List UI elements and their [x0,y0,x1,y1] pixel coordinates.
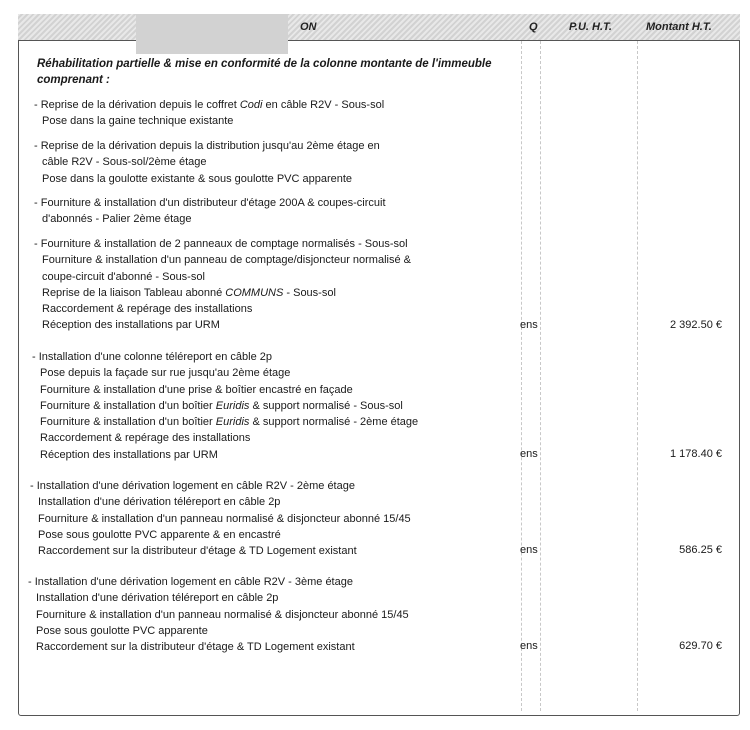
item-italic-text: Euridis [215,416,250,429]
item-text: Pose depuis la façade sur rue jusqu'au 2ème étage [40,367,291,380]
item-text: Pose dans la gaine technique existante [42,115,234,128]
item-text-line [34,171,380,187]
redacted-block [136,14,288,54]
item-text: câble R2V - Sous-sol/2ème étage [42,156,207,169]
item-text-line [32,349,418,365]
item-text: en câble R2V - Sous-sol [262,99,385,111]
item-text-line [28,607,409,623]
item-text: Fourniture & installation d'un panneau de comptage/disjoncteur normalisé & [42,254,411,267]
item-text: Pose dans la goulotte existante & sous goulotte PVC apparente [42,172,353,185]
item-text-line [34,285,411,301]
item-text-line [32,398,418,414]
item-amount: 586.25 € [679,544,722,557]
intro-line: Réhabilitation partielle & mise en conformité de la colonne montante de l'immeuble [37,58,492,70]
item-text: Installation d'une dérivation téléreport en câble 2p [38,496,281,509]
item-text-line [28,639,409,655]
item-text: - Reprise de la dérivation depuis le coffret [34,99,240,111]
item-text-line [34,269,411,285]
line-item [30,478,411,559]
item-text-line [34,252,411,268]
item-italic-text: Euridis [215,399,250,412]
column-divider-montant [637,41,638,711]
item-text: - Sous-sol [283,286,336,299]
item-text-line [32,430,418,446]
item-text-line [34,236,411,252]
item-text-line [30,543,411,559]
item-text: - Installation d'une colonne téléreport en câble 2p [32,351,272,363]
item-text: - Reprise de la dérivation depuis la distribution jusqu'au 2ème étage en [34,140,380,152]
item-text-line [34,154,380,170]
item-text: - Installation d'une dérivation logement en câble R2V - 3ème étage [28,576,353,588]
table-header [18,14,740,41]
item-text: d'abonnés - Palier 2ème étage [42,213,192,226]
item-text: Raccordement & repérage des installations [40,432,251,445]
line-item [34,236,411,334]
item-italic-text: COMMUNS [225,286,284,299]
item-text-line [34,301,411,317]
item-text: Pose sous goulotte PVC apparente [36,624,208,637]
designation-header: ON [300,21,317,33]
item-amount: 629.70 € [679,640,722,653]
item-text: Fourniture & installation d'un boîtier [40,416,216,429]
item-text-line [34,195,386,211]
item-text-line [30,511,411,527]
item-text: - Installation d'une dérivation logement en câble R2V - 2ème étage [30,480,355,492]
column-divider-pu [540,41,541,711]
item-text-line [32,447,418,463]
item-text-line [34,138,380,154]
item-text: Fourniture & installation d'un boîtier [40,399,216,412]
intro-line: comprenant : [37,74,110,86]
item-text: & support normalisé - Sous-sol [249,399,403,412]
q-header: Q [529,21,538,33]
item-quantity: ens [520,447,538,460]
item-text: Pose sous goulotte PVC apparente & en encastré [38,528,281,541]
item-text-line [34,317,411,333]
intro-title [37,56,517,88]
item-text: Raccordement sur la distributeur d'étage & TD Logement existant [38,545,357,558]
item-text: - Fourniture & installation d'un distributeur d'étage 200A & coupes-circuit [34,197,386,209]
item-quantity: ens [520,640,538,653]
item-text: & support normalisé - 2ème étage [249,416,419,429]
item-text: Raccordement & repérage des installations [42,303,253,316]
item-text-line [30,478,411,494]
item-text-line [32,365,418,381]
line-item [34,138,380,187]
item-text-line [30,527,411,543]
item-text-line [34,97,384,113]
line-item [32,349,418,463]
line-item [34,97,384,130]
item-text-line [34,211,386,227]
item-text-line [28,590,409,606]
item-text-line [34,113,384,129]
line-item [28,574,409,655]
item-italic-text: Codi [239,99,263,111]
item-amount: 1 178.40 € [670,447,722,460]
item-text: - Fourniture & installation de 2 panneaux de comptage normalisés - Sous-sol [34,238,408,250]
item-text-line [28,623,409,639]
item-amount: 2 392.50 € [670,318,722,331]
item-text: Réception des installations par URM [40,448,218,461]
pu-header: P.U. H.T. [569,21,612,33]
item-text-line [32,382,418,398]
item-text: Réception des installations par URM [42,319,220,332]
item-text: coupe-circuit d'abonné - Sous-sol [42,270,205,283]
item-text: Fourniture & installation d'un panneau normalisé & disjoncteur abonné 15/45 [36,608,409,621]
line-item [34,195,386,228]
item-text-line [32,414,418,430]
item-text-line [30,494,411,510]
item-text: Reprise de la liaison Tableau abonné [42,286,226,299]
montant-header: Montant H.T. [646,21,712,33]
item-text: Fourniture & installation d'une prise & boîtier encastré en façade [40,383,353,396]
item-text-line [28,574,409,590]
item-text: Raccordement sur la distributeur d'étage & TD Logement existant [36,641,355,654]
column-divider-q [521,41,522,711]
item-text: Installation d'une dérivation téléreport en câble 2p [36,592,279,605]
item-quantity: ens [520,318,538,331]
item-text: Fourniture & installation d'un panneau normalisé & disjoncteur abonné 15/45 [38,512,411,525]
item-quantity: ens [520,544,538,557]
